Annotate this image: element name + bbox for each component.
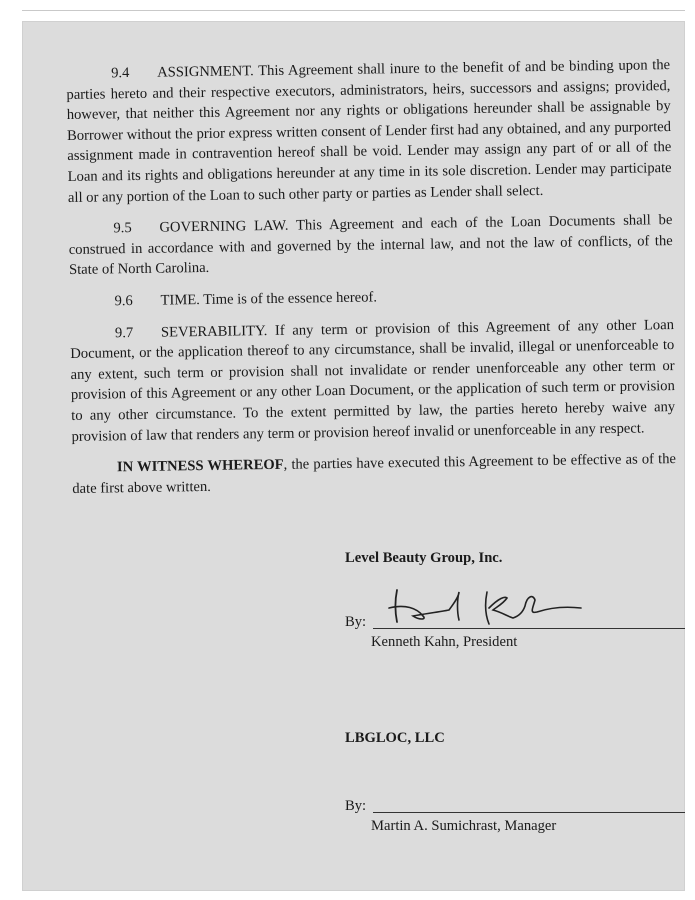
section-text: If any term or provision of this Agreement of any other Loan Document, or the application thereof to any circumstance, shall be invalid, illegal or unenforceable to any extent, such term or provision shall not invalidate or render unenforceable any other term or provision of this Agreement or any other Loan Document, or the application of such term or provision to any other circumstance. To the extent permitted by law, the parties hereto hereby waive any provision of law that renders any term or provision hereof invalid or unenforceable in any respect. — [70, 316, 676, 445]
company-name: LBGLOC, LLC — [345, 730, 445, 746]
section-number: 9.6 — [114, 292, 133, 310]
handwritten-signature — [383, 586, 593, 630]
signature-block-lbgloc — [345, 728, 685, 836]
page-top-rule — [22, 10, 685, 11]
section-number: 9.5 — [113, 220, 132, 237]
section-9-6 — [69, 283, 673, 313]
witness-text: , the parties have executed this Agreement to be effective as of the date first above written. — [72, 451, 677, 497]
section-heading: ASSIGNMENT. — [157, 63, 254, 81]
signature-block-level-beauty — [345, 548, 685, 652]
signer-name: Kenneth Kahn, President — [371, 634, 518, 650]
signature-line — [345, 792, 685, 816]
section-text: This Agreement and each of the Loan Documents shall be construed in accordance with and governed by the internal law, and not the law of conflicts, of the State of North Carolina. — [68, 212, 673, 279]
section-number: 9.4 — [111, 65, 130, 82]
company-name: Level Beauty Group, Inc. — [345, 550, 503, 566]
section-heading: TIME. — [160, 291, 200, 309]
section-9-7 — [70, 315, 676, 448]
witness-clause — [72, 449, 677, 499]
section-number: 9.7 — [114, 324, 134, 341]
signature-rule — [373, 812, 685, 813]
agreement-body — [66, 55, 677, 510]
section-9-5 — [68, 210, 673, 281]
signer-name: Martin A. Sumichrast, Manager — [371, 818, 557, 834]
witness-lead: IN WITNESS WHEREOF — [116, 456, 284, 476]
section-text: Time is of the essence hereof. — [203, 289, 378, 308]
by-label: By: — [345, 798, 367, 814]
section-text: This Agreement shall inure to the benefit of and be binding upon the parties hereto and their respective executors, administrators, heirs, successors and assigns; provided, however, that neither this Agreement nor any rights or obligations hereunder shall be assignable by Borrower without the prior express written consent of Lender first had any obtained, and any purported assignment made in contravention hereof shall be void. Lender may assign any part of or all of the Loan and its rights and obligations hereunder at any time in its sole discretion. Lender may participate all or any portion of the Loan to such other party or parties as Lender shall select. — [66, 57, 672, 206]
signature-line — [345, 608, 685, 632]
section-heading: SEVERABILITY. — [160, 322, 268, 341]
by-label: By: — [345, 614, 367, 630]
section-9-4 — [66, 55, 672, 208]
section-heading: GOVERNING LAW. — [159, 217, 289, 236]
